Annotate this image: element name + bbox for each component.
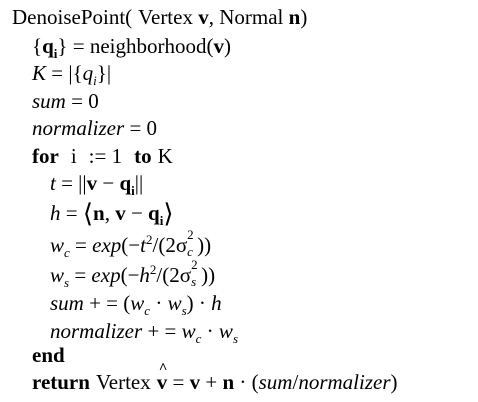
line-wc: $w_c = \exp(-t^2/(2\sigma$ 2 c )) [50,227,212,260]
line-for [0,143,173,169]
q-var: q [119,171,132,195]
ws-subscript: s [181,303,187,318]
w-var: w [130,291,145,315]
line-return: return Vertex^ v = v + n · (sum/normalizer) [0,369,398,395]
close-paren: ) [300,5,308,29]
normalizer-var: normalizer [32,116,125,140]
line-sum-update: sum + = $(w_c \cdot w_s) \cdot h$ [50,291,222,318]
q-subscript: i [93,73,97,88]
two-const: 2 [169,263,180,287]
h-var: h [139,263,150,287]
zero-value: 0 [146,116,158,140]
v-var: v [189,370,201,394]
sigma-exponent: 2 [187,227,194,242]
t-exponent: 2 [145,232,153,247]
line-neighborhood: $\{q_i\}$ = neighborhood(v) [32,34,231,61]
sigma-symbol: σ [175,233,188,257]
line-end [0,342,65,368]
function-signature [0,4,307,30]
param1-name: v [198,5,209,29]
h-var: h [211,291,222,315]
line-t: $t = ||v - q_i||$ [50,171,144,198]
to-keyword: to [134,144,152,168]
h-exponent: 2 [149,262,157,277]
normalizer-var: normalizer [50,319,143,343]
sigma-subscript-c: c [187,244,193,259]
v-hat-var: ^ v [157,369,168,395]
n-var: n [222,370,235,394]
neighborhood-fn: neighborhood [89,34,207,58]
q-subscript: i [53,46,58,61]
t-var: t [140,233,146,257]
param2-name: n [288,5,301,29]
ws-subscript: s [64,275,70,290]
wc-subscript: c [64,245,70,260]
wc-subscript: c [195,331,202,346]
line-sum-init: sum = 0 [32,89,99,113]
t-var: t [50,171,56,195]
q-var: q [82,61,94,85]
assign-op: := [88,144,107,168]
q-var: q [148,201,160,225]
v-var: v [86,171,98,195]
line-ws: $w_s = \exp(-h^2/(2\sigma$ 2 s )) [50,257,216,290]
sum-var: sum [50,291,84,315]
exp-fn: exp [91,263,121,287]
w-var: w [181,319,196,343]
end-keyword: end [32,343,65,367]
line-k: $K = |\{q_i\}|$ [32,61,112,88]
h-var: h [50,201,61,225]
wc-subscript: c [144,303,151,318]
param-separator: , [208,5,214,29]
k-var: K [32,61,47,85]
sigma-subscript-s: s [191,274,197,289]
q-var: q [42,34,54,58]
sigma-symbol: σ [179,263,192,287]
v-var: v [115,201,126,225]
q-subscript: i [159,213,164,228]
loop-end: K [157,144,173,168]
sum-var: sum [258,370,293,394]
param2-type: Normal [219,5,284,29]
line-normalizer-update: normalizer + = $w_c \cdot w_s$ [50,319,238,346]
line-h: h = ⟨n, $v - q_i⟩$ [50,199,174,228]
exp-fn: exp [92,233,122,257]
ws-subscript: s [232,331,238,346]
zero-value: 0 [88,89,99,113]
v-var: v [213,34,224,58]
function-name: DenoisePoint( [12,5,133,29]
w-var: w [167,291,182,315]
param1-type: Vertex [138,5,193,29]
loop-start: 1 [111,144,123,168]
w-var: w [218,319,233,343]
w-var: w [50,263,65,287]
w-var: w [50,233,65,257]
normalizer-var: normalizer [298,370,391,394]
q-subscript: i [131,183,135,198]
n-var: n [93,201,105,225]
line-normalizer-init: normalizer = 0 [32,116,158,140]
sum-var: sum [32,89,66,113]
return-keyword: return [32,370,90,394]
loop-var: i [70,144,77,168]
sigma-exponent: 2 [191,257,198,272]
two-const: 2 [165,233,176,257]
return-type: Vertex [95,370,151,394]
for-keyword: for [32,144,59,168]
